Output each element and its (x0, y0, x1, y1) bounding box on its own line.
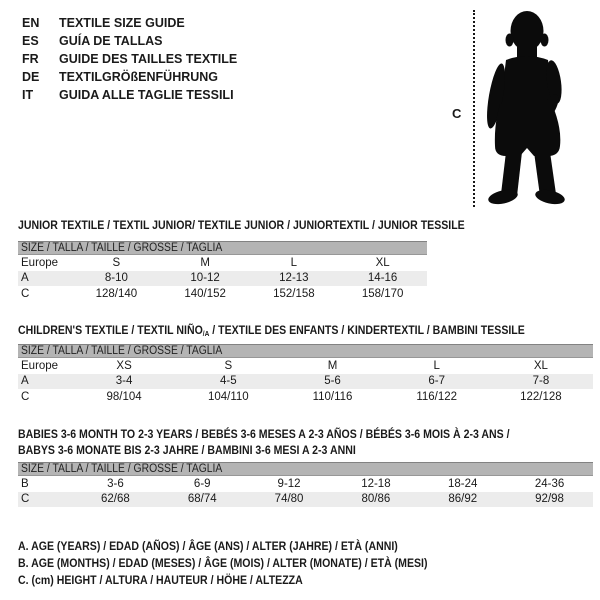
size-table-junior (18, 241, 427, 302)
size-cell: 104/110 (207, 390, 249, 403)
size-table-row (18, 476, 593, 492)
row-label: A (21, 272, 29, 285)
size-cell: 3-4 (115, 375, 133, 388)
title-text: / TEXTILE DES ENFANTS / KINDERTEXTIL / BAMBINI TESSILE (209, 323, 525, 337)
size-cell: 158/170 (361, 287, 404, 300)
size-cell: 128/140 (95, 287, 138, 300)
title-subscript: /A (202, 329, 210, 339)
title-text: BABYS 3-6 MONATE BIS 2-3 JAHRE / BAMBINI 3-6 MESI A 2-3 ANNI (18, 443, 356, 457)
row-label: C (21, 493, 30, 506)
title-text: CHILDREN'S TEXTILE / TEXTIL NIÑO (18, 323, 203, 337)
language-label: GUIDA ALLE TAGLIE TESSILI (59, 88, 234, 102)
section-title-children (18, 322, 525, 342)
size-table-header (18, 344, 593, 358)
language-row (22, 86, 237, 104)
size-cell: M (200, 256, 210, 269)
section-title-line (18, 322, 525, 342)
size-cell: 86/92 (448, 493, 478, 506)
size-cell: XL (533, 359, 548, 372)
footnote-age-months: B. AGE (MONTHS) / EDAD (MESES) / ÂGE (MOIS) / ALTER (MONATE) / ETÀ (MESI) (18, 556, 428, 570)
title-text: JUNIOR TEXTILE / TEXTIL JUNIOR/ TEXTILE JUNIOR / JUNIORTEXTIL / JUNIOR TESSILE (18, 218, 465, 232)
size-cell: 140/152 (184, 287, 226, 300)
size-cell: 10-12 (190, 272, 220, 285)
size-cell: 9-12 (277, 477, 301, 490)
language-label: TEXTILGRÖßENFÜHRUNG (59, 70, 219, 84)
size-cell: 122/128 (520, 390, 562, 403)
size-cell: XL (375, 256, 390, 269)
toddler-silhouette-icon (484, 8, 568, 206)
size-table-header-text: SIZE / TALLA / TAILLE / GRÖSSE / TAGLIA (21, 242, 223, 254)
language-label: GUÍA DE TALLAS (59, 34, 163, 48)
size-cell: L (433, 359, 440, 372)
size-cell: 98/104 (106, 390, 142, 403)
size-cell: M (327, 359, 338, 372)
size-table-row (18, 358, 593, 374)
size-cell: 5-6 (324, 375, 341, 388)
row-label: A (21, 375, 29, 388)
language-code: IT (22, 88, 34, 102)
size-table-row (18, 255, 427, 271)
language-code: ES (22, 34, 39, 48)
size-table-babies (18, 462, 593, 507)
language-row (22, 68, 237, 86)
size-cell: 4-5 (219, 375, 237, 388)
size-cell: 110/116 (312, 390, 353, 403)
language-row (22, 32, 237, 50)
size-cell: 12-13 (279, 272, 309, 285)
size-cell: 3-6 (107, 477, 124, 490)
section-title-line (18, 217, 465, 233)
size-cell: 68/74 (187, 493, 217, 506)
size-table-children (18, 344, 593, 405)
height-measure-dashed-line (473, 10, 475, 207)
size-table-row (18, 389, 593, 405)
size-cell: 6-7 (428, 375, 446, 388)
footnote-age-years: A. AGE (YEARS) / EDAD (AÑOS) / ÂGE (ANS) / ALTER (JAHRE) / ETÀ (ANNI) (18, 539, 398, 553)
row-label: Europe (21, 359, 59, 372)
size-cell: 74/80 (274, 493, 304, 506)
size-cell: 92/98 (535, 493, 564, 506)
size-cell: 152/158 (273, 287, 315, 300)
size-cell: 6-9 (193, 477, 211, 490)
size-cell: S (224, 359, 233, 372)
title-text: BABIES 3-6 MONTH TO 2-3 YEARS / BEBÉS 3-6 MESES A 2-3 AÑOS / BÉBÉS 3-6 MOIS À 2-3 ANS / (18, 427, 510, 441)
section-title-line (18, 426, 510, 442)
row-label: C (21, 287, 30, 300)
size-table-row (18, 271, 427, 287)
size-table-row (18, 374, 593, 390)
footnotes (18, 538, 483, 589)
size-cell: 116/122 (416, 390, 458, 403)
section-title-junior (18, 217, 465, 233)
size-table-header (18, 462, 593, 476)
height-marker-label: C (452, 106, 462, 121)
language-row (22, 50, 237, 68)
size-table-header-text: SIZE / TALLA / TAILLE / GRÖSSE / TAGLIA (21, 345, 223, 357)
language-code: EN (22, 16, 40, 30)
size-cell: L (290, 256, 298, 269)
size-cell: 24-36 (534, 477, 565, 490)
size-table-row (18, 286, 427, 302)
language-code: FR (22, 52, 39, 66)
row-label: Europe (21, 256, 59, 269)
size-cell: XS (116, 359, 132, 372)
language-label: TEXTILE SIZE GUIDE (59, 16, 185, 30)
row-label: B (21, 477, 29, 490)
size-cell: 14-16 (367, 272, 398, 285)
section-title-babies (18, 426, 510, 458)
size-cell: 62/68 (101, 493, 130, 506)
section-title-line (18, 442, 510, 458)
size-cell: 8-10 (104, 272, 128, 285)
language-code: DE (22, 70, 40, 84)
size-cell: 7-8 (532, 375, 550, 388)
footnote-height: C. (cm) HEIGHT / ALTURA / HAUTEUR / HÖHE / ALTEZZA (18, 573, 303, 587)
language-list (22, 14, 237, 104)
size-cell: 18-24 (448, 477, 478, 490)
size-cell: S (112, 256, 121, 269)
language-row (22, 14, 237, 32)
size-cell: 80/86 (361, 493, 391, 506)
row-label: C (21, 390, 30, 403)
language-label: GUIDE DES TAILLES TEXTILE (59, 52, 238, 66)
size-cell: 12-18 (361, 477, 391, 490)
size-table-row (18, 492, 593, 508)
size-table-header-text: SIZE / TALLA / TAILLE / GRÖSSE / TAGLIA (21, 463, 223, 475)
size-table-header (18, 241, 427, 255)
